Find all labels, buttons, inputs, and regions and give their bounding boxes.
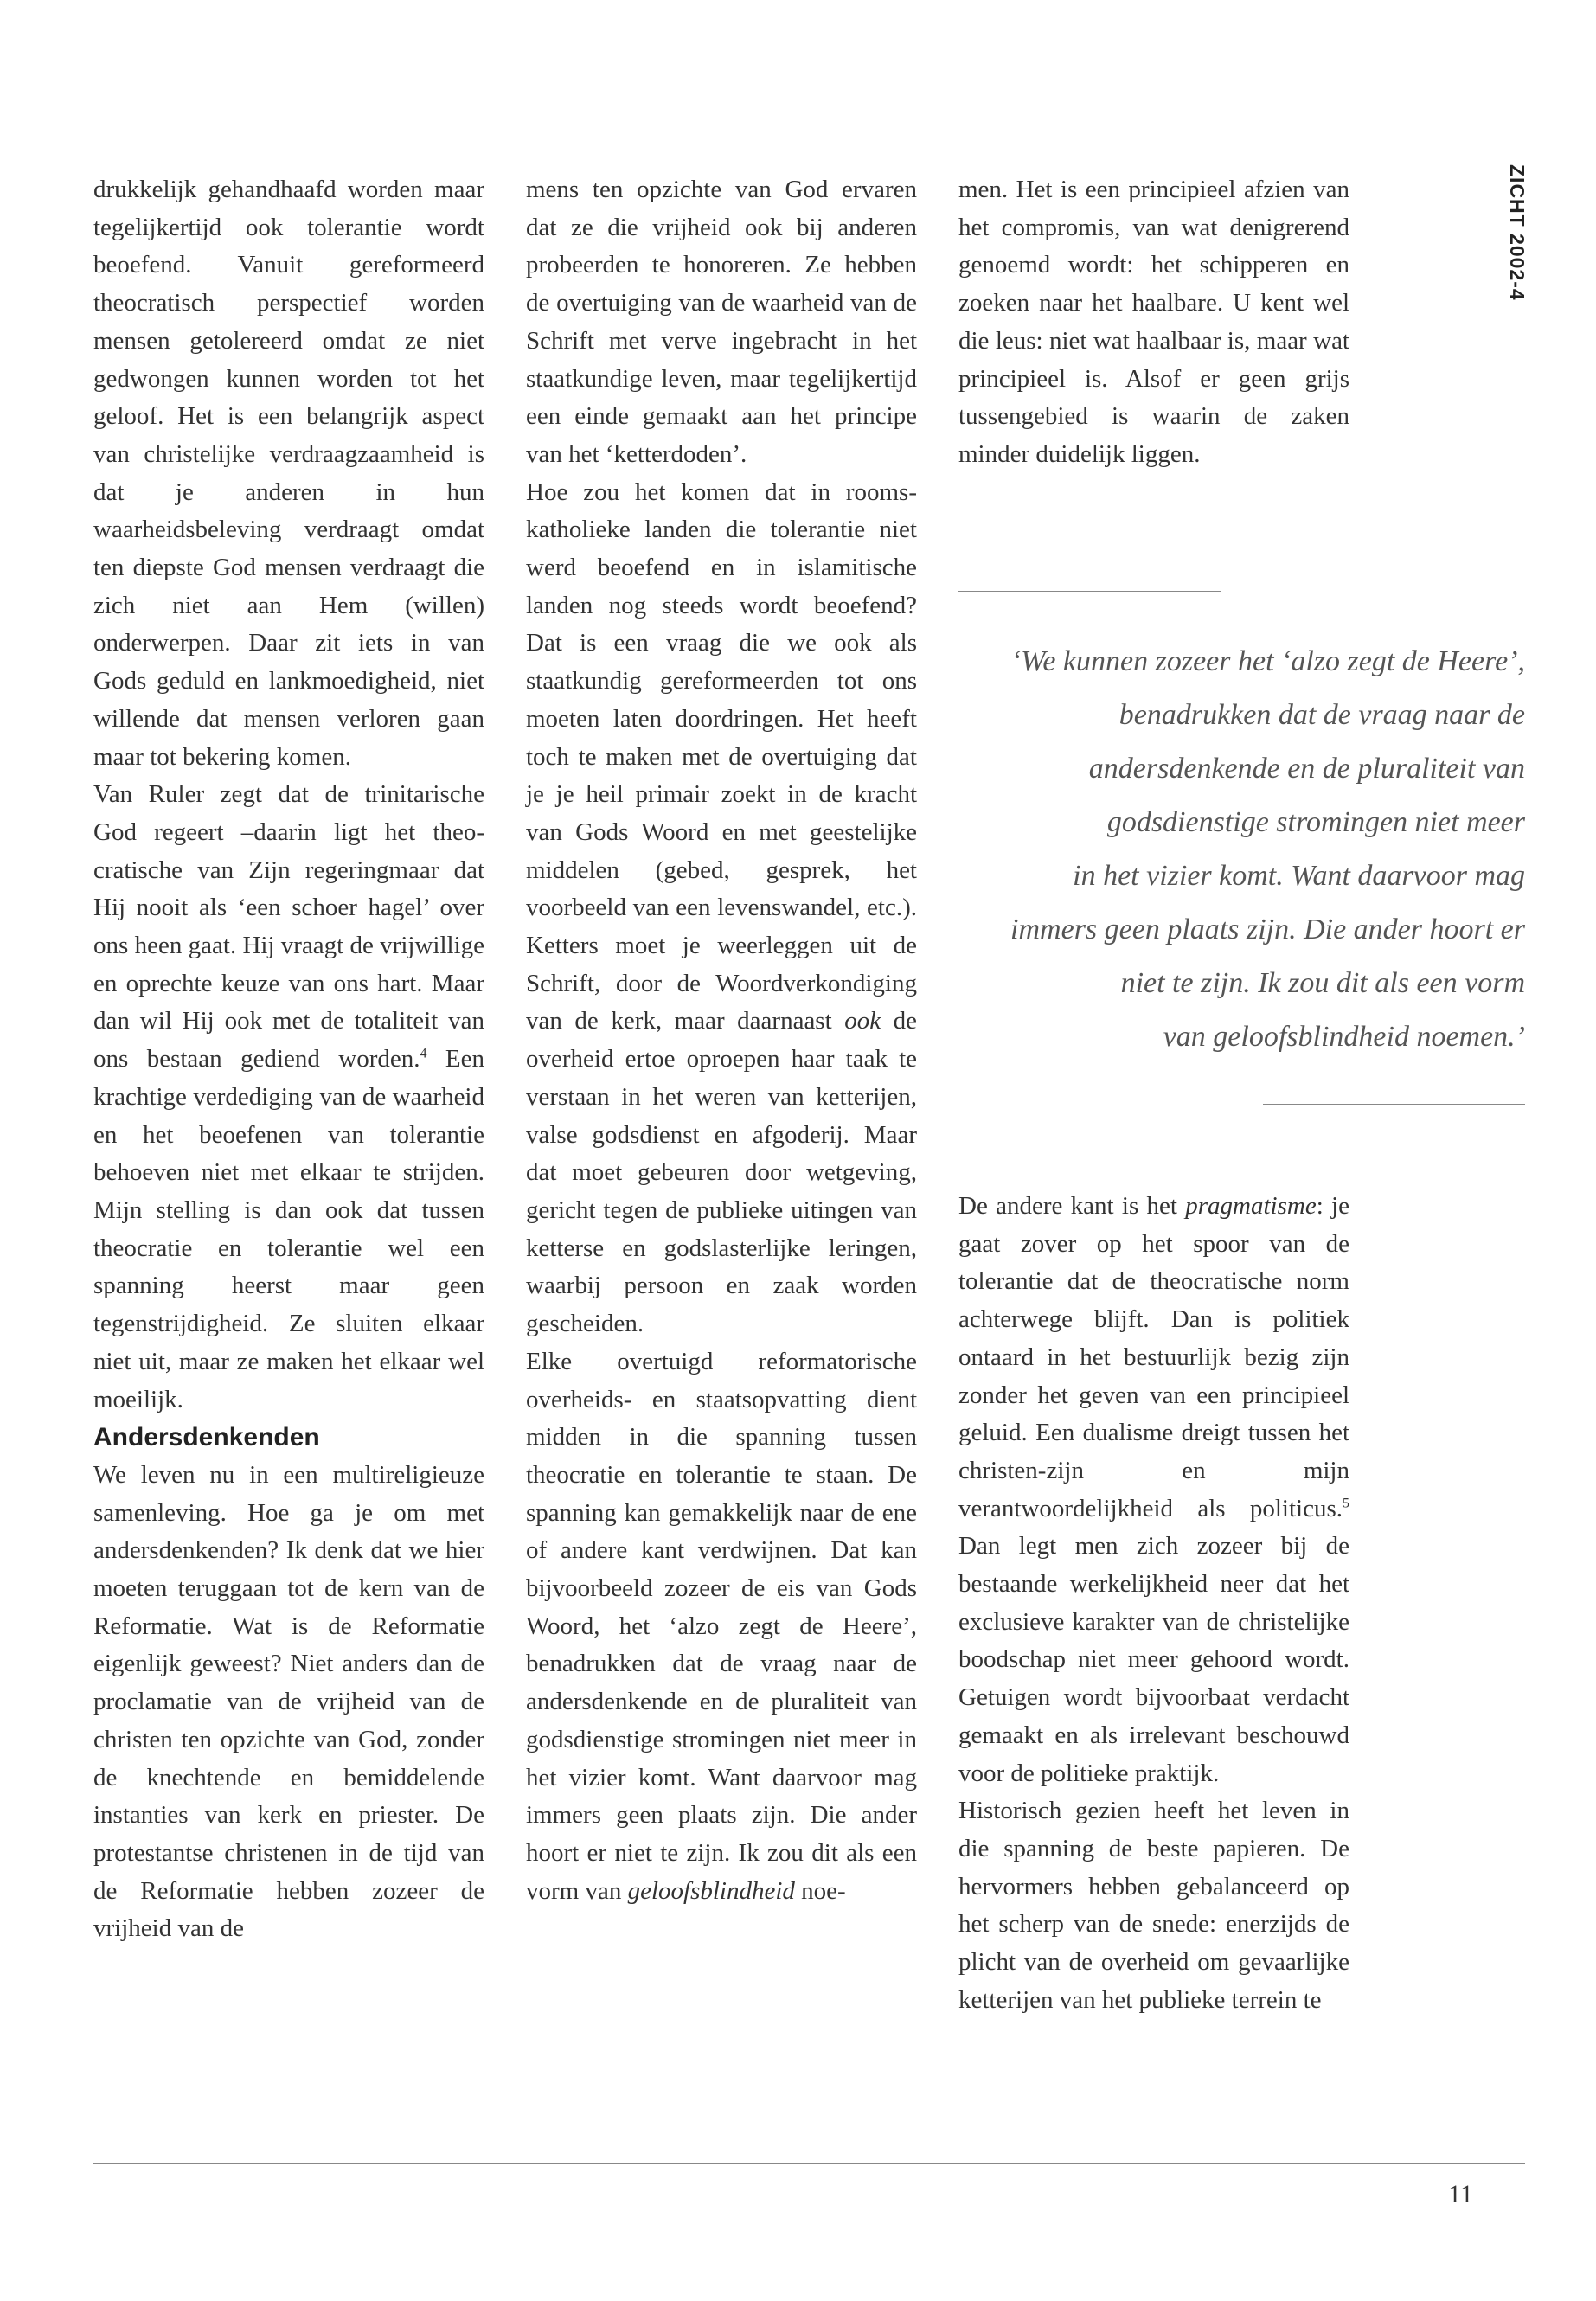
footer-rule	[93, 2163, 1525, 2164]
pull-quote-line: immers geen plaats zijn. Die ander hoort er	[1010, 913, 1525, 945]
pull-quote-line: andersdenkende en de pluraliteit van	[1088, 753, 1525, 785]
paragraph: mens ten opzichte van God ervaren dat ze die vrijheid ook bij anderen probeerden te honoreren. Ze hebben de overtuiging van de waarheid van de Schrift met verve ingebracht in het staatkundige leven, maar tegelijkertijd een einde gemaakt aan het principe van het ‘ketterdoden’.	[526, 176, 917, 468]
paragraph: De andere kant is het pragmatisme: je gaat zover op het spoor van de tolerantie dat de theocratische norm achterwege blijft. Dan is politiek ontaard in het bestuurlijk bezig zijn zonder het geven van een principieel geluid. Een dualisme dreigt tussen het christen-zijn en mijn verantwoordelijkheid als politicus.$^5$ Dan legt men zich zozeer bij de bestaande werkelijkheid neer dat het exclusieve karakter van de christelijke boodschap niet meer gehoord wordt. Getuigen wordt bijvoorbaat verdacht gemaakt en als irrelevant beschouwd voor de politieke praktijk.	[958, 1192, 1349, 1787]
paragraph: Van Ruler zegt dat de trinitarische God regeert –daarin ligt het theo-cratische van Zijn regeringmaar dat Hij nooit als ‘een schoer hagel’ over ons heen gaat. Hij vraagt de vrijwillige en oprechte keuze van ons hart. Maar dan wil Hij ook met de totaliteit van ons bestaan gediend worden.$^4$ Een krachtige verdediging van de waarheid en het beoefenen van tolerantie behoeven niet met elkaar te strijden. Mijn stelling is dan ook dat tussen theocratie en tolerantie wel een spanning heerst maar geen tegenstrijdigheid. Ze sluiten elkaar niet uit, maar ze maken het elkaar wel moeilijk.	[93, 780, 484, 1413]
paragraph: We leven nu in een multireligieuze samenleving. Hoe ga je om met andersdenkenden? Ik denk dat we hier moeten teruggaan tot de kern van de Reformatie. Wat is de Reformatie eigenlijk geweest? Niet anders dan de proclamatie van de vrijheid van de christen ten opzichte van God, zonder de knechtende en bemiddelende instanties van kerk en priester. De protestantse christenen in de tijd van de Reformatie hebben zozeer de vrijheid van de	[93, 1460, 484, 1943]
footnote-marker: 4	[420, 1046, 427, 1061]
section-heading: Andersdenkenden	[93, 1423, 320, 1452]
text-column-3-top	[958, 171, 1349, 474]
pull-quote	[958, 635, 1525, 1064]
pull-quote-rule-bottom	[1263, 1104, 1525, 1105]
text-column-1	[93, 171, 484, 1948]
paragraph: Elke overtuigd reformatorische overheids- en staatsopvatting dient midden in die spanning tussen theocratie en tolerantie te staan. De spanning kan gemakkelijk naar de ene of andere kant verdwijnen. Dat kan bijvoorbeeld zozeer de eis van Gods Woord, het ‘alzo zegt de Heere’, benadrukken dat de vraag naar de andersdenkende en de pluraliteit van godsdienstige stromingen niet meer in het vizier komt. Want daarvoor mag immers geen plaats zijn. Die ander hoort er niet te zijn. Ik zou dit als een vorm van geloofsblindheid noe-	[526, 1347, 917, 1905]
journal-label: ZICHT 2002-4	[1506, 164, 1529, 301]
pull-quote-line: niet te zijn. Ik zou dit als een vorm	[1120, 967, 1525, 999]
page-number: 11	[1448, 2180, 1473, 2208]
pull-quote-line: godsdienstige stromingen niet meer	[1106, 806, 1525, 838]
pull-quote-line: van geloofsblindheid noemen.’	[1163, 1021, 1525, 1053]
paragraph: Historisch gezien heeft het leven in die spanning de beste papieren. De hervormers hebben gebalanceerd op het scherp van de snede: enerzijds de plicht van de overheid om gevaarlijke ketterijen van het publieke terrein te	[958, 1797, 1349, 2014]
pull-quote-rule-top	[958, 591, 1221, 592]
footnote-marker: 5	[1343, 1495, 1349, 1510]
text-column-2	[526, 171, 917, 1910]
paragraph: Hoe zou het komen dat in rooms-katholieke landen die tolerantie niet werd beoefend en in islamitische landen nog steeds wordt beoefend? Dat is een vraag die we ook als staatkundig gereformeerden tot ons moeten laten doordringen. Het heeft toch te maken met de overtuiging dat je je heil primair zoekt in de kracht van Gods Woord en met geestelijke middelen (gebed, gesprek, het voorbeeld van een levenswandel, etc.). Ketters moet je weerleggen uit de Schrift, door de Woordverkondiging van de kerk, maar daarnaast ook de overheid ertoe oproepen haar taak te verstaan in het weren van ketterijen, valse godsdienst en afgoderij. Maar dat moet gebeuren door wetgeving, gericht tegen de publieke uitingen van ketterse en godslasterlijke leringen, waarbij persoon en zaak worden gescheiden.	[526, 478, 917, 1338]
pull-quote-line: benadrukken dat de vraag naar de	[1118, 699, 1525, 731]
paragraph: drukkelijk gehandhaafd worden maar tegelijkertijd ook tolerantie wordt beoefend. Vanuit gereformeerd theocratisch perspectief worden mensen getolereerd omdat ze niet gedwongen kunnen worden tot het geloof. Het is een belangrijk aspect van christelijke verdraagzaamheid is dat je anderen in hun waarheidsbeleving verdraagt omdat ten diepste God mensen verdraagt die zich niet aan Hem (willen) onderwerpen. Daar zit iets in van Gods geduld en lankmoedigheid, niet willende dat mensen verloren gaan maar tot bekering komen.	[93, 176, 484, 771]
pull-quote-line: ‘We kunnen zozeer het ‘alzo zegt de Heere’,	[1010, 645, 1525, 677]
paragraph: men. Het is een principieel afzien van het compromis, van wat denigrerend genoemd wordt: het schipperen en zoeken naar het haalbare. U kent wel die leus: niet wat haalbaar is, maar wat principieel is. Alsof er geen grijs tussengebied is waarin de zaken minder duidelijk liggen.	[958, 176, 1349, 468]
text-column-3-bottom	[958, 1188, 1349, 2019]
pull-quote-line: in het vizier komt. Want daarvoor mag	[1073, 860, 1525, 892]
